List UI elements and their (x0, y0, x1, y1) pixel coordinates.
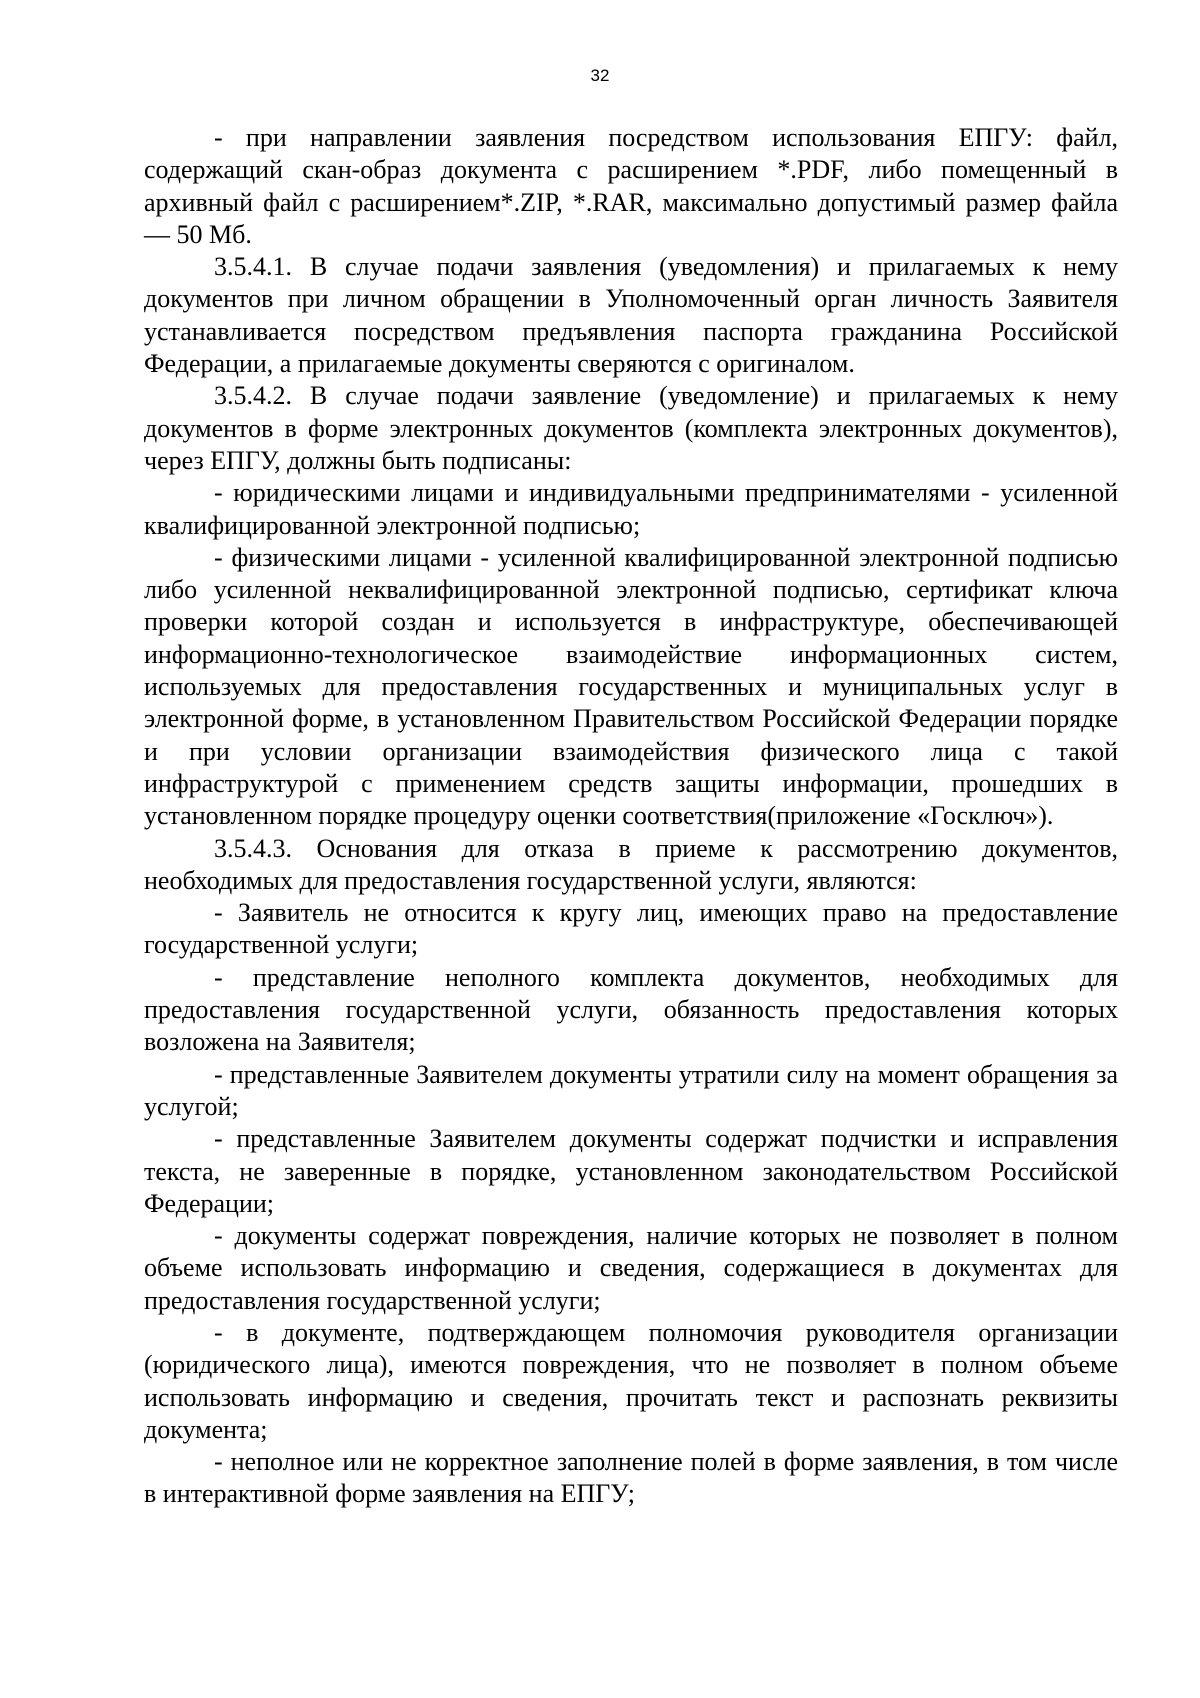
list-item-incorrect-form-fields: - неполное или не корректное заполнение полей в форме заявления, в том числе в интерактивной форме заявления на ЕПГУ; (144, 1447, 1118, 1509)
list-item-individuals: - физическими лицами - усиленной квалифицированной электронной подписью либо усиленной неквалифицированной электронной подписью, сертификат ключа проверки которой создан и используется в инфраструктуре, обеспечивающей информационно-технологическое взаимодействие информационных систем, используемых для предоставления государственных и муниципальных услуг в электронной форме, в установленном Правительством Российской Федерации порядке и при условии организации взаимодействия физического лица с такой инфраструктурой с применением средств защиты информации, прошедших в установленном порядке процедуру оценки соответствия(приложение «Госключ»). (144, 542, 1118, 831)
list-item-corrections: - представленные Заявителем документы содержат подчистки и исправления текста, не заверенные в порядке, установленном законодательством Российской Федерации; (144, 1124, 1118, 1218)
list-item-authority-document-damaged: - в документе, подтверждающем полномочия руководителя организации (юридического лица), имеются повреждения, что не позволяет в полном объеме использовать информацию и сведения, прочитать текст и распознать реквизиты документа; (144, 1317, 1118, 1444)
list-item-incomplete-documents: - представление неполного комплекта документов, необходимых для предоставления государственной услуги, обязанность предоставления которых возложена на Заявителя; (144, 962, 1118, 1057)
page-number: 32 (590, 66, 610, 85)
list-item-expired-documents: - представленные Заявителем документы утратили силу на момент обращения за услугой; (144, 1059, 1118, 1121)
paragraph-epgu-file-format: - при направлении заявления посредством использования ЕПГУ: файл, содержащий скан-образ документа с расширением *.PDF, либо помещенный в архивный файл с расширением*.ZIP, *.RAR, максимально допустимый размер файла — 50 Мб. (144, 123, 1118, 249)
list-item-damaged-documents: - документы содержат повреждения, наличие которых не позволяет в полном объеме использовать информацию и сведения, содержащиеся в документах для предоставления государственной услуги; (144, 1221, 1118, 1315)
paragraph-3-5-4-3: 3.5.4.3. Основания для отказа в приеме к рассмотрению документов, необходимых для предоставления государственной услуги, являются: (144, 833, 1118, 895)
list-item-applicant-not-eligible: - Заявитель не относится к кругу лиц, имеющих право на предоставление государственной услуги; (144, 898, 1118, 960)
list-item-legal-entities: - юридическими лицами и индивидуальными предпринимателями - усиленной квалифицированной электронной подписью; (144, 478, 1118, 540)
paragraph-3-5-4-2: 3.5.4.2. В случае подачи заявление (уведомление) и прилагаемых к нему документов в форме электронных документов (комплекта электронных документов), через ЕПГУ, должны быть подписаны: (144, 381, 1118, 475)
paragraph-3-5-4-1: 3.5.4.1. В случае подачи заявления (уведомления) и прилагаемых к нему документов при личном обращении в Уполномоченный орган личность Заявителя устанавливается посредством предъявления паспорта гражданина Российской Федерации, а прилагаемые документы сверяются с оригиналом. (144, 252, 1118, 379)
document-body (144, 122, 1118, 1511)
